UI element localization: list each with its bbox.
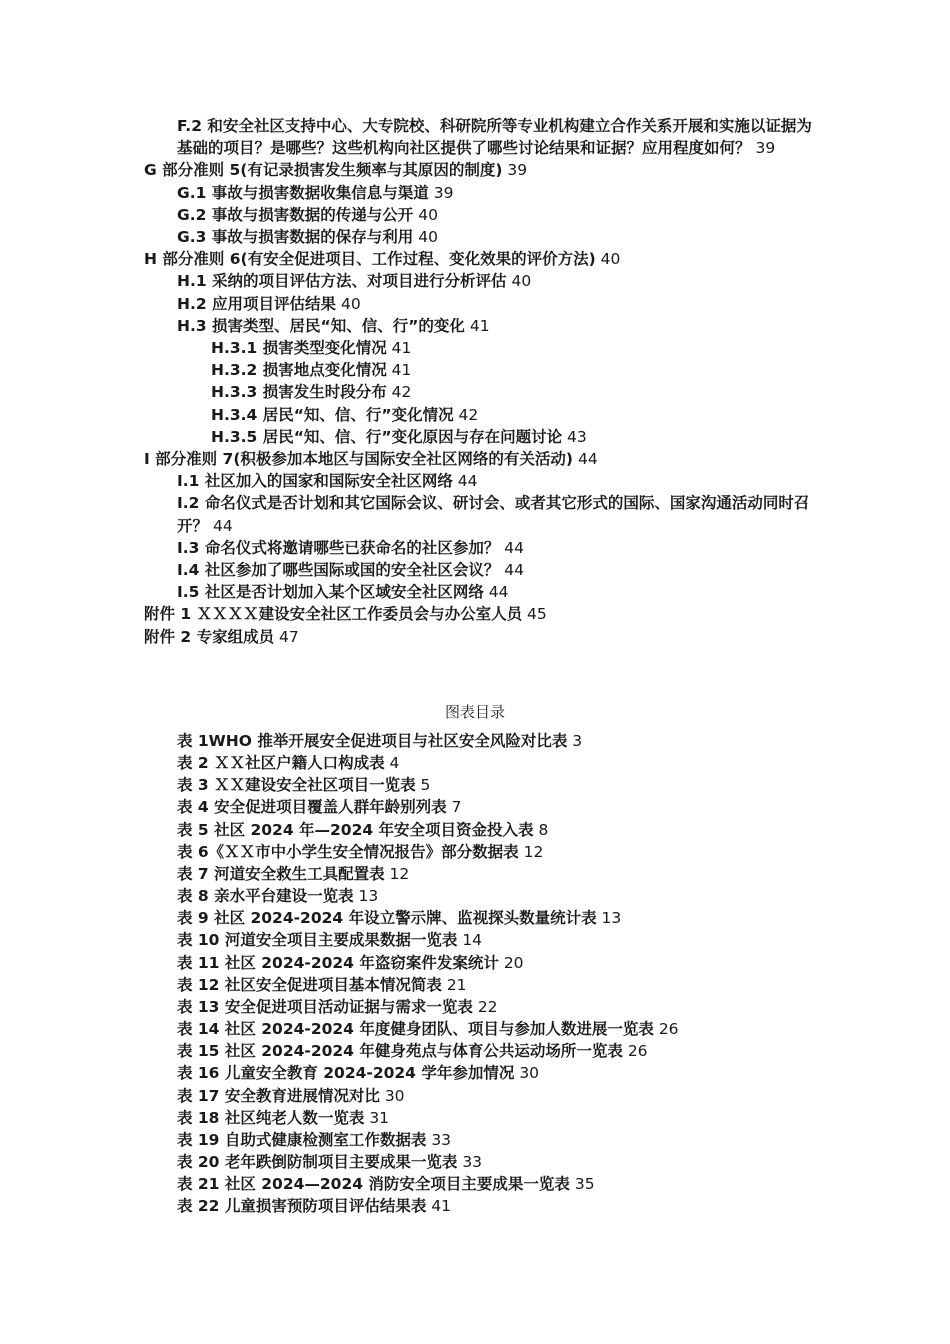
entry-page-number: 45 — [527, 605, 547, 624]
entry-title: 表 15 社区 2024-2024 年健身苑点与体育公共运动场所一览表 — [177, 1042, 623, 1061]
entry-page-number: 20 — [503, 953, 524, 972]
toc-entry[interactable] — [144, 626, 814, 648]
entry-title: H.2 应用项目评估结果 — [177, 294, 337, 313]
entry-title: 表 3 ＸＸ建设安全社区项目一览表 — [177, 776, 416, 795]
entry-title: 表 20 老年跌倒防制项目主要成果一览表 — [177, 1152, 458, 1171]
table-list-entry[interactable] — [177, 1151, 817, 1173]
table-list-entry[interactable] — [177, 929, 817, 951]
toc-entry[interactable] — [144, 226, 814, 248]
entry-title: 表 16 儿童安全教育 2024-2024 学年参加情况 — [177, 1064, 515, 1083]
table-list-entry[interactable] — [177, 1195, 817, 1217]
table-list-entry[interactable] — [177, 952, 817, 974]
toc-entry[interactable] — [144, 115, 814, 159]
entry-page-number: 39 — [755, 139, 776, 158]
entry-page-number: 13 — [358, 887, 379, 906]
entry-page-number: 22 — [477, 997, 498, 1016]
entry-title: G.3 事故与损害数据的保存与利用 — [177, 228, 414, 247]
entry-page-number: 41 — [469, 316, 490, 335]
entry-title: G.2 事故与损害数据的传递与公开 — [177, 205, 414, 224]
entry-page-number: 41 — [391, 361, 412, 380]
entry-title: G 部分准则 5(有记录损害发生频率与其原因的制度) — [144, 161, 503, 180]
entry-title: 表 12 社区安全促进项目基本情况简表 — [177, 975, 442, 994]
entry-page-number: 39 — [507, 161, 528, 180]
toc-entry[interactable] — [144, 404, 814, 426]
entry-page-number: 40 — [418, 228, 438, 247]
entry-page-number: 42 — [391, 383, 412, 402]
table-list-entry[interactable] — [177, 996, 817, 1018]
entry-page-number: 42 — [458, 405, 479, 424]
table-list-entry[interactable] — [177, 1085, 817, 1107]
toc-entry[interactable] — [144, 470, 814, 492]
table-list-entry[interactable] — [177, 863, 817, 885]
entry-title: 表 18 社区纯老人数一览表 — [177, 1108, 365, 1127]
toc-entry[interactable] — [144, 448, 814, 470]
entry-page-number: 33 — [431, 1130, 452, 1149]
table-list-entry[interactable] — [177, 819, 817, 841]
table-list-entry[interactable] — [177, 1040, 817, 1062]
table-list-entry[interactable] — [177, 1062, 817, 1084]
entry-title: 表 8 亲水平台建设一览表 — [177, 887, 354, 906]
entry-page-number: 33 — [462, 1152, 483, 1171]
table-list-entry[interactable] — [177, 730, 817, 752]
toc-entry[interactable] — [144, 204, 814, 226]
entry-title: 表 14 社区 2024-2024 年度健身团队、项目与参加人数进展一览表 — [177, 1020, 654, 1039]
table-list-entry[interactable] — [177, 774, 817, 796]
table-list-entry[interactable] — [177, 1018, 817, 1040]
entry-page-number: 31 — [369, 1108, 390, 1127]
toc-entry[interactable] — [144, 182, 814, 204]
entry-title: 表 19 自助式健康检测室工作数据表 — [177, 1130, 427, 1149]
table-list-entry[interactable] — [177, 1107, 817, 1129]
toc-entry[interactable] — [144, 248, 814, 270]
table-of-contents — [144, 115, 814, 648]
entry-title: 表 17 安全教育进展情况对比 — [177, 1086, 380, 1105]
entry-title: 表 6《ＸＸ市中小学生安全情况报告》部分数据表 — [177, 842, 519, 861]
entry-page-number: 40 — [418, 205, 438, 224]
entry-title: G.1 事故与损害数据收集信息与渠道 — [177, 183, 429, 202]
entry-title: 表 10 河道安全项目主要成果数据一览表 — [177, 931, 458, 950]
entry-title: H.3.4 居民“知、信、行”变化情况 — [211, 405, 454, 424]
entry-title: 表 13 安全促进项目活动证据与需求一览表 — [177, 997, 473, 1016]
entry-title: F.2 和安全社区支持中心、大专院校、科研院所等专业机构建立合作关系开展和实施以证据为基础的项目？是哪些？这些机构向社区提供了哪些讨论结果和证据？应用程度如何？ — [177, 117, 812, 158]
entry-page-number: 44 — [212, 516, 233, 535]
toc-entry[interactable] — [144, 426, 814, 448]
entry-title: I.4 社区参加了哪些国际或国的安全社区会议？ — [177, 561, 500, 580]
entry-page-number: 7 — [451, 798, 462, 817]
entry-page-number: 8 — [538, 820, 549, 839]
tables-heading: 图表目录 — [444, 703, 505, 721]
entry-page-number: 26 — [658, 1020, 679, 1039]
entry-page-number: 30 — [519, 1064, 540, 1083]
entry-page-number: 44 — [457, 472, 478, 491]
entry-title: I.5 社区是否计划加入某个区域安全社区网络 — [177, 583, 484, 602]
toc-entry[interactable] — [144, 159, 814, 181]
toc-entry[interactable] — [144, 603, 814, 625]
table-list-entry[interactable] — [177, 907, 817, 929]
entry-page-number: 40 — [600, 250, 621, 269]
entry-page-number: 14 — [462, 931, 483, 950]
entry-title: H.3 损害类型、居民“知、信、行”的变化 — [177, 316, 465, 335]
entry-page-number: 41 — [431, 1197, 452, 1216]
entry-page-number: 35 — [574, 1175, 595, 1194]
toc-entry[interactable] — [144, 381, 814, 403]
table-list-entry[interactable] — [177, 974, 817, 996]
entry-title: 表 22 儿童损害预防项目评估结果表 — [177, 1197, 427, 1216]
entry-page-number: 47 — [279, 627, 299, 646]
entry-title: H.3.5 居民“知、信、行”变化原因与存在问题讨论 — [211, 427, 563, 446]
entry-title: 表 4 安全促进项目覆盖人群年龄别列表 — [177, 798, 447, 817]
entry-page-number: 26 — [627, 1042, 648, 1061]
entry-page-number: 12 — [523, 842, 544, 861]
entry-title: I.1 社区加入的国家和国际安全社区网络 — [177, 472, 453, 491]
entry-title: H 部分准则 6(有安全促进项目、工作过程、变化效果的评价方法) — [144, 250, 596, 269]
entry-title: 表 7 河道安全救生工具配置表 — [177, 864, 385, 883]
toc-entry[interactable] — [144, 359, 814, 381]
entry-title: 表 11 社区 2024-2024 年盗窃案件发案统计 — [177, 953, 499, 972]
toc-entry[interactable] — [144, 537, 814, 559]
entry-page-number: 44 — [577, 450, 598, 469]
toc-entry[interactable] — [144, 581, 814, 603]
entry-title: H.3.2 损害地点变化情况 — [211, 361, 387, 380]
table-list-entry[interactable] — [177, 752, 817, 774]
entry-title: H.3.3 损害发生时段分布 — [211, 383, 387, 402]
entry-page-number: 43 — [567, 427, 587, 446]
entry-page-number: 3 — [572, 732, 583, 750]
table-list-entry[interactable] — [177, 885, 817, 907]
entry-page-number: 44 — [504, 538, 525, 557]
entry-page-number: 13 — [601, 909, 622, 928]
entry-page-number: 40 — [511, 272, 532, 291]
entry-page-number: 5 — [420, 776, 431, 795]
entry-page-number: 41 — [391, 339, 412, 358]
entry-title: 附件 2 专家组成员 — [144, 627, 275, 646]
toc-entry[interactable] — [144, 293, 814, 315]
entry-title: 表 2 ＸＸ社区户籍人口构成表 — [177, 754, 385, 773]
toc-entry[interactable] — [144, 492, 814, 536]
table-list-entry[interactable] — [177, 1173, 817, 1195]
toc-entry[interactable] — [144, 559, 814, 581]
entry-title: 表 1WHO 推举开展安全促进项目与社区安全风险对比表 — [177, 732, 568, 750]
entry-title: 表 5 社区 2024 年—2024 年安全项目资金投入表 — [177, 820, 534, 839]
entry-title: H.1 采纳的项目评估方法、对项目进行分析评估 — [177, 272, 507, 291]
toc-entry[interactable] — [144, 337, 814, 359]
entry-page-number: 21 — [446, 975, 467, 994]
entry-title: I.3 命名仪式将邀请哪些已获命名的社区参加？ — [177, 538, 500, 557]
toc-entry[interactable] — [144, 270, 814, 292]
entry-page-number: 40 — [340, 294, 361, 313]
entry-title: H.3.1 损害类型变化情况 — [211, 339, 387, 358]
entry-title: I 部分准则 7(积极参加本地区与国际安全社区网络的有关活动) — [144, 450, 574, 469]
entry-title: I.2 命名仪式是否计划和其它国际会议、研讨会、或者其它形式的国际、国家沟通活动同时召开？ — [177, 494, 810, 535]
list-of-tables — [177, 730, 817, 1217]
entry-title: 表 9 社区 2024-2024 年设立警示牌、监视探头数量统计表 — [177, 909, 597, 928]
entry-page-number: 30 — [384, 1086, 405, 1105]
table-list-entry[interactable] — [177, 796, 817, 818]
entry-page-number: 4 — [389, 754, 400, 773]
toc-entry[interactable] — [144, 315, 814, 337]
entry-title: 表 21 社区 2024—2024 消防安全项目主要成果一览表 — [177, 1175, 570, 1194]
entry-title: 附件 1 ＸＸＸＸ建设安全社区工作委员会与办公室人员 — [144, 605, 523, 624]
entry-page-number: 39 — [433, 183, 454, 202]
entry-page-number: 12 — [389, 864, 410, 883]
entry-page-number: 44 — [488, 583, 509, 602]
table-list-entry[interactable] — [177, 1129, 817, 1151]
entry-page-number: 44 — [504, 561, 525, 580]
table-list-entry[interactable] — [177, 841, 817, 863]
